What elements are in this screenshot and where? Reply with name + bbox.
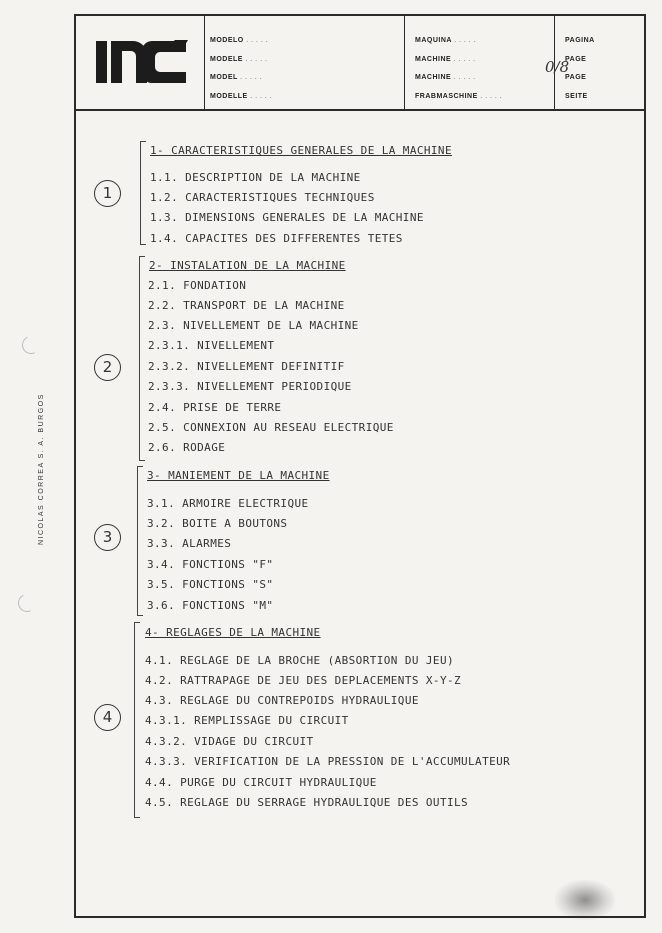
section-number-circle: 2 — [94, 354, 121, 381]
toc-item: 2.3. NIVELLEMENT DE LA MACHINE — [148, 319, 359, 332]
toc-item: 3.4. FONCTIONS "F" — [147, 558, 274, 571]
toc-item: 3.3. ALARMES — [147, 537, 232, 550]
toc-item: 1.3. DIMENSIONS GENERALES DE LA MACHINE — [150, 211, 424, 224]
ink-smudge — [555, 880, 615, 920]
header-label-frabmaschine: FRABMASCHINE . . . . . — [415, 93, 503, 100]
toc-item: 3.2. BOITE A BOUTONS — [147, 517, 288, 530]
section-number-circle: 3 — [94, 524, 121, 551]
toc-item: 2.3.2. NIVELLEMENT DEFINITIF — [148, 360, 345, 373]
toc-item: 4.5. REGLAGE DU SERRAGE HYDRAULIQUE DES OUTILS — [145, 796, 469, 809]
toc-item: 4.3. REGLAGE DU CONTREPOIDS HYDRAULIQUE — [145, 694, 419, 707]
header-label-modelle: MODELLE . . . . . — [210, 93, 273, 100]
toc-item: 1.4. CAPACITES DES DIFFERENTES TETES — [150, 232, 403, 245]
toc-item: 4.2. RATTRAPAGE DE JEU DES DEPLACEMENTS X-Y-Z — [145, 674, 462, 687]
toc-item: 2.3.1. NIVELLEMENT — [148, 339, 275, 352]
punch-hole-mark — [19, 333, 42, 356]
page-number-handwritten: 0/8 — [545, 58, 570, 76]
header-label-modele: MODELE . . . . . — [210, 56, 268, 63]
toc-item: 1.1. DESCRIPTION DE LA MACHINE — [150, 171, 361, 184]
section-brace — [137, 466, 143, 616]
svg-text:CALIDAD: CALIDAD — [160, 66, 187, 72]
toc-item: 2.6. RODAGE — [148, 441, 226, 454]
toc-item: 2.2. TRANSPORT DE LA MACHINE — [148, 299, 345, 312]
toc-item: 3.1. ARMOIRE ELECTRIQUE — [147, 497, 309, 510]
header-label-seite: SEITE — [565, 93, 588, 100]
header-label-modelo: MODELO . . . . . — [210, 37, 269, 44]
company-logo — [94, 38, 194, 88]
header-divider — [404, 16, 405, 109]
toc-item: 1.2. CARACTERISTIQUES TECHNIQUES — [150, 191, 375, 204]
header-label-machine: MACHINE . . . . . — [415, 56, 476, 63]
toc-item: 4.3.3. VERIFICATION DE LA PRESSION DE L'ACCUMULATEUR — [145, 755, 511, 768]
header-label-maquina: MAQUINA . . . . . — [415, 37, 477, 44]
section-brace — [134, 622, 140, 818]
header-label-page-2: PAGE — [565, 74, 587, 81]
punch-hole-mark — [15, 591, 38, 614]
section-number-circle: 1 — [94, 180, 121, 207]
section-brace — [140, 141, 146, 245]
section-title: 1- CARACTERISTIQUES GENERALES DE LA MACHINE — [150, 144, 452, 157]
section-number-circle: 4 — [94, 704, 121, 731]
toc-item: 4.3.1. REMPLISSAGE DU CIRCUIT — [145, 714, 349, 727]
toc-item: 4.1. REGLAGE DE LA BROCHE (ABSORTION DU JEU) — [145, 654, 454, 667]
section-brace — [139, 256, 145, 461]
header-label-page: PAGE — [565, 56, 587, 63]
toc-item: 4.4. PURGE DU CIRCUIT HYDRAULIQUE — [145, 776, 377, 789]
toc-item: 2.1. FONDATION — [148, 279, 247, 292]
toc-item: 4.3.2. VIDAGE DU CIRCUIT — [145, 735, 314, 748]
toc-item: 3.6. FONCTIONS "M" — [147, 599, 274, 612]
header-divider — [204, 16, 205, 109]
header-label-machine-2: MACHINE . . . . . — [415, 74, 476, 81]
section-title: 3- MANIEMENT DE LA MACHINE — [147, 469, 330, 482]
toc-item: 2.3.3. NIVELLEMENT PERIODIQUE — [148, 380, 352, 393]
section-title: 2- INSTALATION DE LA MACHINE — [149, 259, 346, 272]
section-title: 4- REGLAGES DE LA MACHINE — [145, 626, 321, 639]
toc-item: 2.5. CONNEXION AU RESEAU ELECTRIQUE — [148, 421, 394, 434]
toc-item: 3.5. FONCTIONS "S" — [147, 578, 274, 591]
header-label-pagina: PAGINA — [565, 37, 595, 44]
company-side-label: NICOLAS CORREA S. A. BURGOS — [38, 393, 45, 545]
header-label-model: MODEL . . . . . — [210, 74, 263, 81]
toc-item: 2.4. PRISE DE TERRE — [148, 401, 282, 414]
